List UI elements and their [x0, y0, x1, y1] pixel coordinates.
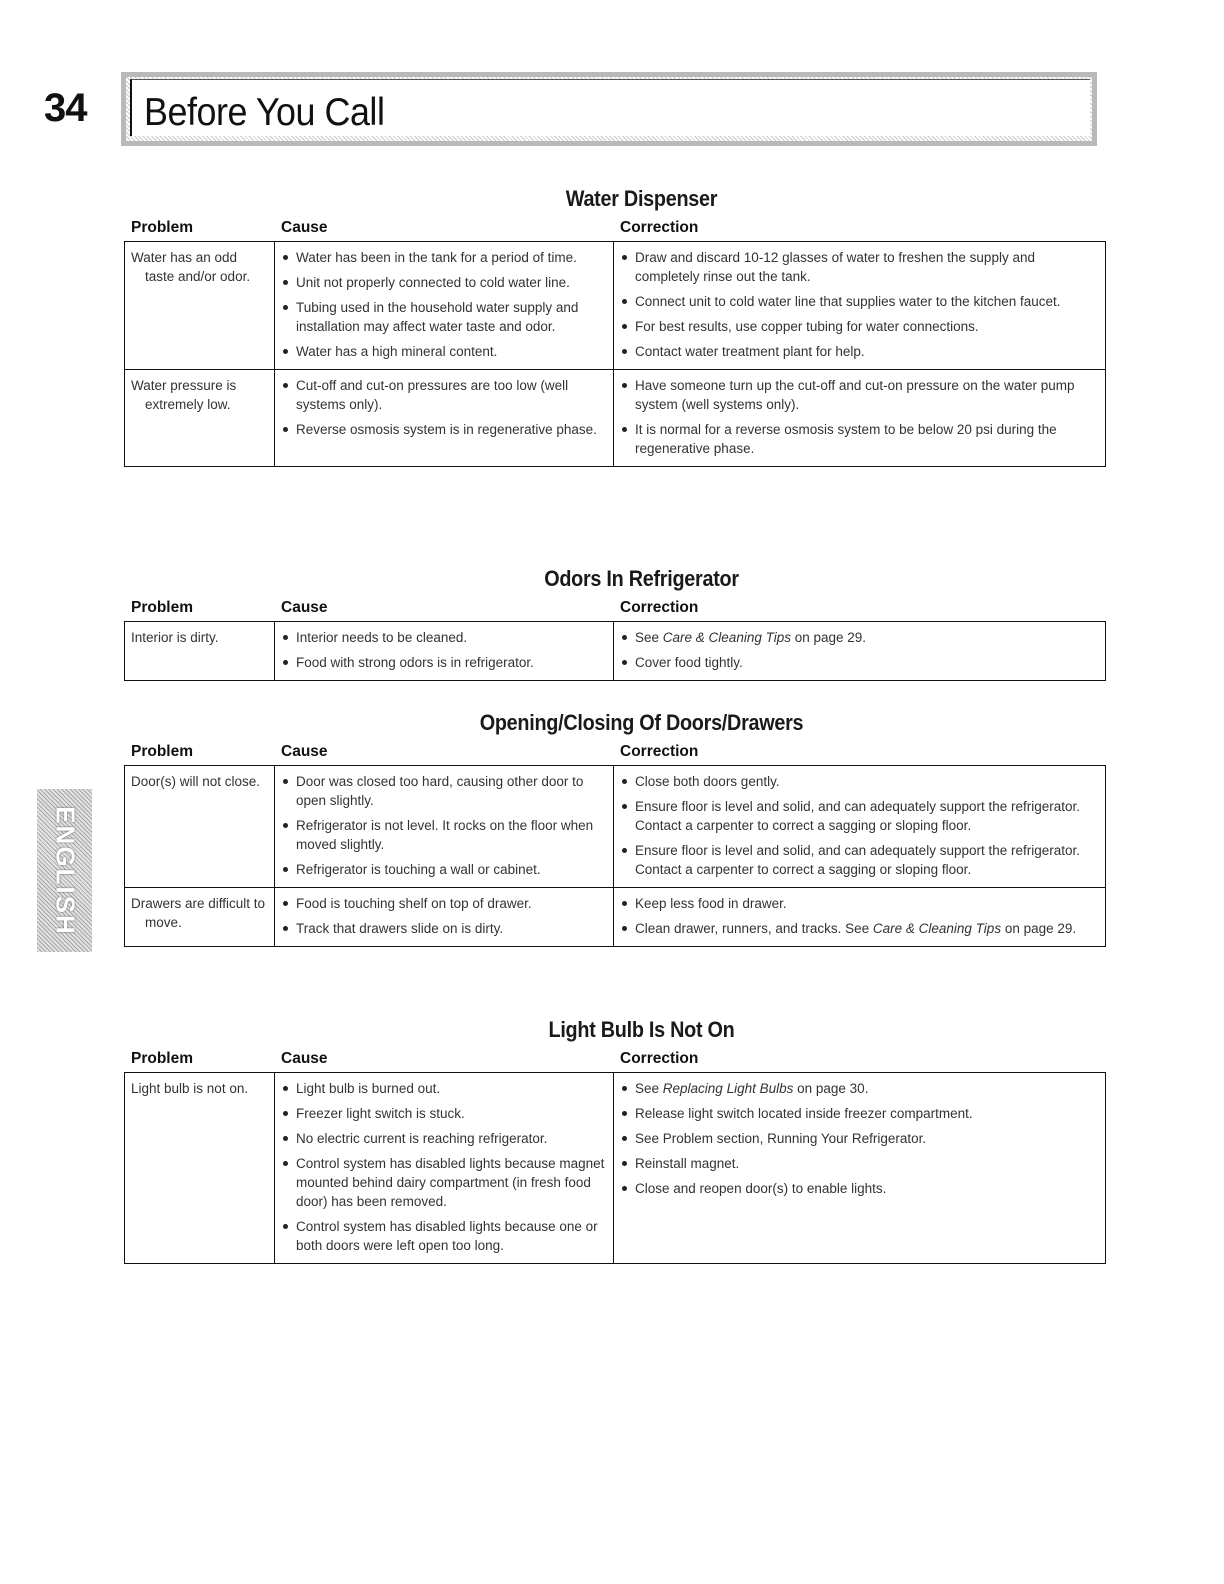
correction-item	[620, 1079, 1099, 1098]
correction-item: It is normal for a reverse osmosis system to be below 20 psi during the regenerative phase.	[620, 420, 1099, 458]
correction-item: Ensure floor is level and solid, and can adequately support the refrigerator. Contact a carpenter to correct a sagging or sloping floor.	[620, 797, 1099, 835]
cause-item: Track that drawers slide on is dirty.	[281, 919, 607, 938]
column-headers	[124, 743, 1105, 765]
cause-item: Tubing used in the household water supply and installation may affect water taste and odor.	[281, 298, 607, 336]
correction-column-header: Correction	[620, 219, 699, 236]
cause-item: Cut-off and cut-on pressures are too low (well systems only).	[281, 376, 607, 414]
problem-text: Water has an odd taste and/or odor.	[131, 250, 251, 284]
troubleshooting-table	[124, 765, 1106, 947]
problem-cell	[125, 766, 275, 888]
cause-item: Water has a high mineral content.	[281, 342, 607, 361]
correction-item: Keep less food in drawer.	[620, 894, 1099, 913]
cause-cell	[275, 242, 614, 370]
cause-column-header: Cause	[281, 599, 328, 616]
cause-column-header: Cause	[281, 743, 328, 760]
problem-cell	[125, 888, 275, 947]
column-headers	[124, 1050, 1105, 1072]
table-row	[125, 1073, 1106, 1264]
cause-item: Interior needs to be cleaned.	[281, 628, 607, 647]
section-light-bulb	[124, 1017, 1105, 1264]
cause-list	[281, 1079, 607, 1255]
correction-item: Connect unit to cold water line that supplies water to the kitchen faucet.	[620, 292, 1099, 311]
correction-item	[620, 919, 1099, 938]
cause-item: Refrigerator is not level. It rocks on the floor when moved slightly.	[281, 816, 607, 854]
problem-column-header: Problem	[131, 599, 194, 616]
correction-text: See	[635, 630, 663, 645]
table-row	[125, 370, 1106, 467]
problem-text: Interior is dirty.	[131, 630, 219, 645]
cause-list	[281, 628, 607, 672]
cause-item: Reverse osmosis system is in regenerative phase.	[281, 420, 607, 439]
cause-cell	[275, 888, 614, 947]
correction-list	[620, 376, 1099, 458]
correction-list	[620, 628, 1099, 672]
cause-list	[281, 376, 607, 439]
correction-cell	[614, 1073, 1106, 1264]
problem-cell	[125, 242, 275, 370]
problem-cell	[125, 622, 275, 681]
cause-item: Control system has disabled lights because one or both doors were left open too long.	[281, 1217, 607, 1255]
cause-column-header: Cause	[281, 219, 328, 236]
correction-cell	[614, 888, 1106, 947]
cause-item: Freezer light switch is stuck.	[281, 1104, 607, 1123]
correction-text: on page 29.	[790, 630, 867, 645]
title-banner	[121, 72, 1097, 146]
troubleshooting-table	[124, 241, 1106, 467]
correction-cell	[614, 370, 1106, 467]
problem-text: Door(s) will not close.	[131, 774, 261, 789]
correction-list	[620, 248, 1099, 361]
language-tab-label: ENGLISH	[50, 805, 80, 936]
section-odors	[124, 566, 1105, 681]
correction-item: Close both doors gently.	[620, 772, 1099, 791]
section-title: Opening/Closing Of Doors/Drawers	[479, 710, 804, 735]
language-tab	[37, 789, 92, 952]
section-title: Water Dispenser	[565, 186, 718, 211]
cause-list	[281, 894, 607, 938]
cause-list	[281, 248, 607, 361]
problem-text: Drawers are difficult to move.	[131, 896, 266, 930]
cause-item: Water has been in the tank for a period of time.	[281, 248, 607, 267]
cause-item: Food with strong odors is in refrigerator.	[281, 653, 607, 672]
cause-cell	[275, 622, 614, 681]
correction-column-header: Correction	[620, 1050, 699, 1067]
cause-list	[281, 772, 607, 879]
problem-text: Light bulb is not on.	[131, 1081, 249, 1096]
section-water-dispenser	[124, 186, 1105, 467]
correction-item: Contact water treatment plant for help.	[620, 342, 1099, 361]
correction-text: See	[635, 1081, 663, 1096]
correction-item: See Problem section, Running Your Refrigerator.	[620, 1129, 1099, 1148]
page-reference: Care & Cleaning Tips	[662, 630, 791, 645]
correction-text: on page 29.	[1001, 921, 1077, 936]
table-row	[125, 622, 1106, 681]
correction-item: Draw and discard 10-12 glasses of water to freshen the supply and completely rinse out the tank.	[620, 248, 1099, 286]
correction-list	[620, 1079, 1099, 1198]
title-banner-inner	[130, 79, 1090, 136]
problem-cell	[125, 1073, 275, 1264]
correction-text: Clean drawer, runners, and tracks. See	[635, 921, 873, 936]
correction-item: For best results, use copper tubing for water connections.	[620, 317, 1099, 336]
page-title: Before You Call	[144, 91, 385, 134]
cause-item: Food is touching shelf on top of drawer.	[281, 894, 607, 913]
cause-cell	[275, 1073, 614, 1264]
section-doors-drawers	[124, 710, 1105, 947]
correction-item: Release light switch located inside freezer compartment.	[620, 1104, 1099, 1123]
problem-column-header: Problem	[131, 743, 194, 760]
table-row	[125, 766, 1106, 888]
cause-cell	[275, 766, 614, 888]
correction-list	[620, 894, 1099, 938]
correction-item: Cover food tightly.	[620, 653, 1099, 672]
troubleshooting-table	[124, 1072, 1106, 1264]
section-title: Odors In Refrigerator	[544, 566, 739, 591]
correction-cell	[614, 242, 1106, 370]
table-row	[125, 242, 1106, 370]
page-reference: Care & Cleaning Tips	[872, 921, 1002, 936]
problem-text: Water pressure is extremely low.	[131, 378, 237, 412]
correction-item: Reinstall magnet.	[620, 1154, 1099, 1173]
problem-cell	[125, 370, 275, 467]
cause-item: Refrigerator is touching a wall or cabinet.	[281, 860, 607, 879]
correction-item	[620, 628, 1099, 647]
correction-column-header: Correction	[620, 599, 699, 616]
correction-cell	[614, 622, 1106, 681]
correction-cell	[614, 766, 1106, 888]
page-reference: Replacing Light Bulbs	[662, 1081, 794, 1096]
cause-item: Light bulb is burned out.	[281, 1079, 607, 1098]
cause-item: Unit not properly connected to cold water line.	[281, 273, 607, 292]
correction-item: Ensure floor is level and solid, and can adequately support the refrigerator. Contact a carpenter to correct a sagging or sloping floor.	[620, 841, 1099, 879]
correction-item: Have someone turn up the cut-off and cut-on pressure on the water pump system (well systems only).	[620, 376, 1099, 414]
page-number: 34	[44, 86, 87, 130]
column-headers	[124, 219, 1105, 241]
column-headers	[124, 599, 1105, 621]
correction-column-header: Correction	[620, 743, 699, 760]
correction-list	[620, 772, 1099, 879]
cause-item: No electric current is reaching refrigerator.	[281, 1129, 607, 1148]
correction-text: on page 30.	[793, 1081, 869, 1096]
cause-cell	[275, 370, 614, 467]
problem-column-header: Problem	[131, 1050, 194, 1067]
table-row	[125, 888, 1106, 947]
section-title: Light Bulb Is Not On	[548, 1017, 735, 1042]
cause-column-header: Cause	[281, 1050, 328, 1067]
troubleshooting-table	[124, 621, 1106, 681]
cause-item: Door was closed too hard, causing other door to open slightly.	[281, 772, 607, 810]
cause-item: Control system has disabled lights because magnet mounted behind dairy compartment (in fresh food door) has been removed.	[281, 1154, 607, 1211]
problem-column-header: Problem	[131, 219, 194, 236]
correction-item: Close and reopen door(s) to enable lights.	[620, 1179, 1099, 1198]
